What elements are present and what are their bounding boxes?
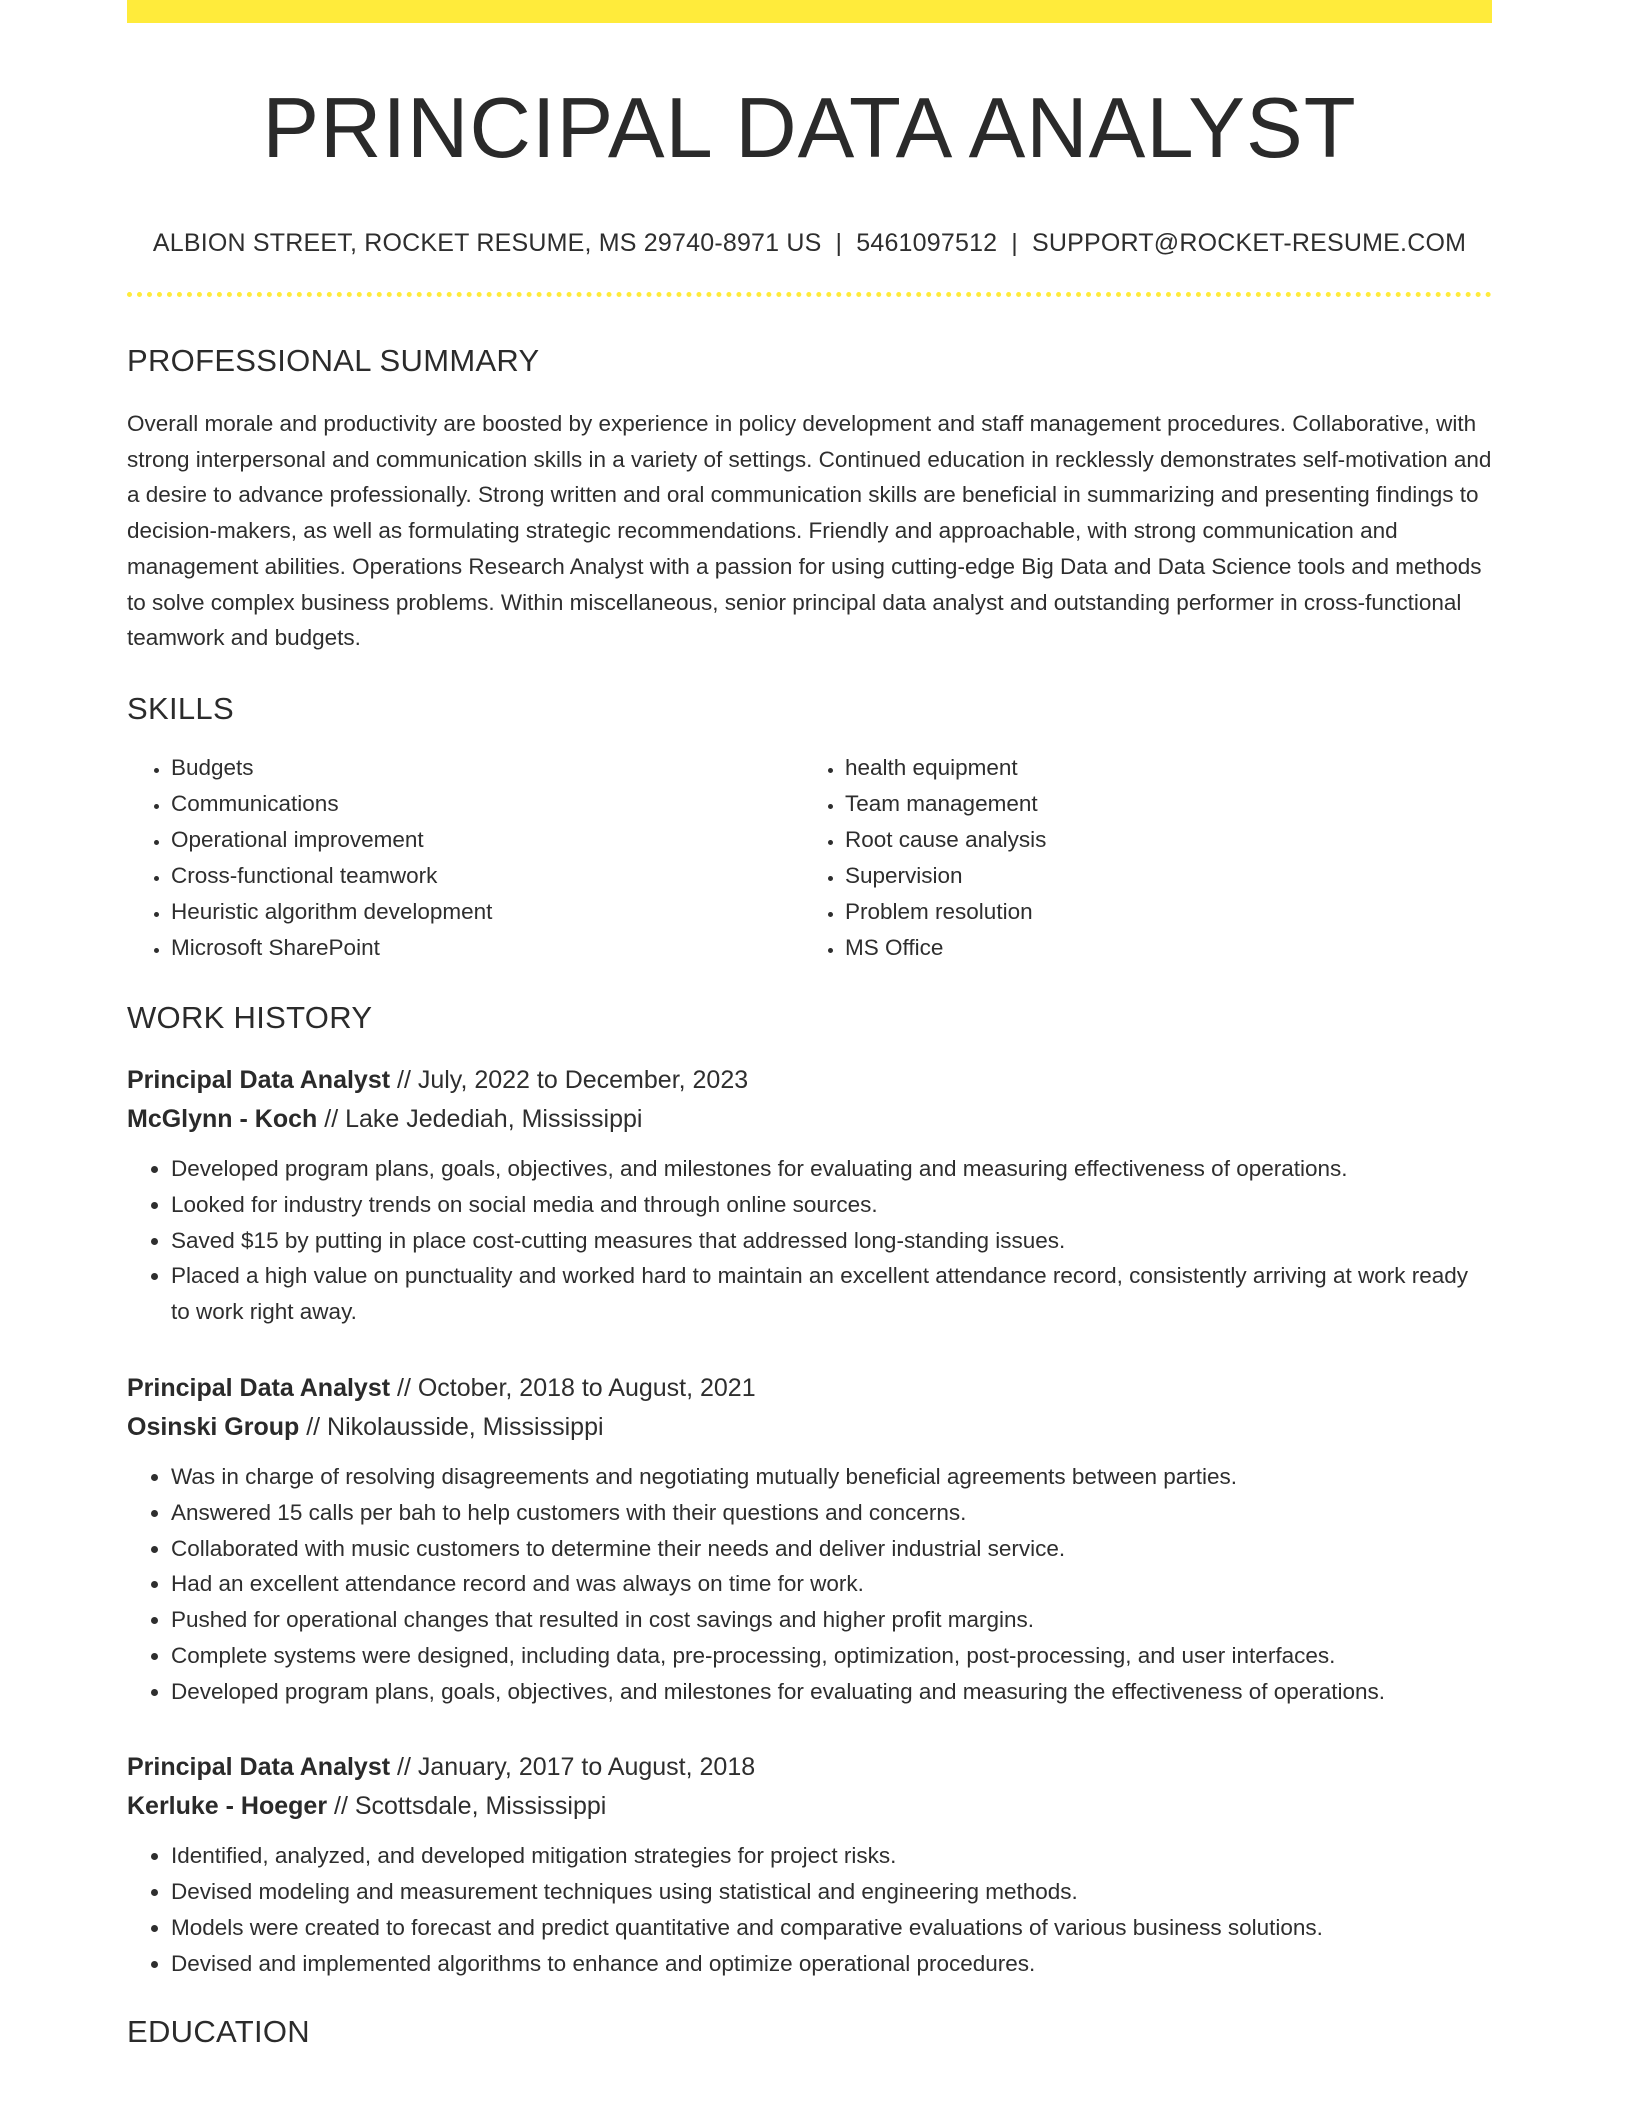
contact-address: ALBION STREET, ROCKET RESUME, MS 29740-8971 US <box>152 229 822 257</box>
contact-separator: | <box>835 229 843 257</box>
job-bullet: • Collaborated with music customers to determine their needs and deliver industrial service. <box>171 1531 1492 1567</box>
job-company-line <box>127 1408 1492 1447</box>
job-bullet: • Devised and implemented algorithms to enhance and optimize operational procedures. <box>171 1946 1492 1982</box>
resume-page <box>127 0 1492 2047</box>
job-bullet: • Answered 15 calls per bah to help customers with their questions and concerns. <box>171 1495 1492 1531</box>
job-company-line <box>127 1787 1492 1826</box>
skill-item: • Team management <box>845 786 1475 822</box>
contact-phone[interactable]: 5461097512 <box>856 229 998 257</box>
job-bullet: • Saved $15 by putting in place cost-cutting measures that addressed long-standing issues. <box>171 1223 1492 1259</box>
job-company: McGlynn - Koch <box>127 1104 318 1133</box>
job-dates: // July, 2022 to December, 2023 <box>390 1065 749 1094</box>
section-title-skills: SKILLS <box>127 690 234 726</box>
job-bullet: • Models were created to forecast and predict quantitative and comparative evaluations of various business solutions. <box>171 1910 1492 1946</box>
job-bullet: • Identified, analyzed, and developed mitigation strategies for project risks. <box>171 1838 1492 1874</box>
job-bullet: • Placed a high value on punctuality and worked hard to maintain an excellent attendance record, consistently arriving at work ready to work right away. <box>171 1258 1492 1330</box>
job-dates: // January, 2017 to August, 2018 <box>390 1753 756 1782</box>
skill-item: • MS Office <box>845 930 1475 966</box>
skill-item: • Budgets <box>171 750 801 786</box>
job-location: // Nikolausside, Mississippi <box>299 1412 604 1441</box>
contact-separator: | <box>1011 229 1018 257</box>
job-role-line <box>127 1748 1492 1787</box>
skill-item: • Operational improvement <box>171 822 801 858</box>
job-location: // Scottsdale, Mississippi <box>327 1792 607 1821</box>
skills-column-right <box>801 750 1475 966</box>
resume-title: PRINCIPAL DATA ANALYST <box>262 81 1357 176</box>
contact-email[interactable]: SUPPORT@ROCKET-RESUME.COM <box>1032 229 1467 257</box>
job-entry <box>127 1061 1492 1330</box>
job-company: Kerluke - Hoeger <box>127 1792 328 1821</box>
skills-list <box>127 750 1492 966</box>
job-bullets <box>127 1838 1492 1981</box>
job-role-line <box>127 1369 1492 1408</box>
job-entry <box>127 1748 1492 1981</box>
skill-item: • Cross-functional teamwork <box>171 858 801 894</box>
job-bullet: • Devised modeling and measurement techniques using statistical and engineering methods. <box>171 1874 1492 1910</box>
job-bullet: • Looked for industry trends on social media and through online sources. <box>171 1187 1492 1223</box>
accent-top-bar <box>127 0 1492 23</box>
skills-column-left <box>127 750 801 966</box>
section-title-summary: PROFESSIONAL SUMMARY <box>127 343 540 378</box>
job-bullet: • Developed program plans, goals, objectives, and milestones for evaluating and measuring the effectiveness of operations. <box>171 1674 1492 1710</box>
job-bullet: • Was in charge of resolving disagreements and negotiating mutually beneficial agreements between parties. <box>171 1459 1492 1495</box>
section-title-education: EDUCATION <box>127 2013 310 2049</box>
skill-item: • Microsoft SharePoint <box>171 930 801 966</box>
job-entry <box>127 1369 1492 1710</box>
job-bullets <box>127 1151 1492 1330</box>
section-title-work-history: WORK HISTORY <box>127 999 373 1035</box>
contact-line <box>127 231 1492 256</box>
skill-item: • Root cause analysis <box>845 822 1475 858</box>
summary-paragraph: Overall morale and productivity are boosted by experience in policy development and staff management procedures. Collaborative, with strong interpersonal and communication skills in a variety of settings. Continued education in recklessly demonstrates self-motivation and a desire to advance professionally. Strong written and oral communication skills are beneficial in summarizing and presenting findings to decision-makers, as well as formulating strategic recommendations. Friendly and approachable, with strong communication and management abilities. Operations Research Analyst with a passion for using cutting-edge Big Data and Data Science tools and methods to solve complex business problems. Within miscellaneous, senior principal data analyst and outstanding performer in cross-functional teamwork and budgets. <box>127 411 1492 651</box>
job-location: // Lake Jedediah, Mississippi <box>317 1104 643 1133</box>
skill-item: • Supervision <box>845 858 1475 894</box>
job-bullet: • Had an excellent attendance record and was always on time for work. <box>171 1566 1492 1602</box>
job-bullets <box>127 1459 1492 1710</box>
dotted-divider <box>127 292 1492 297</box>
job-bullet: • Complete systems were designed, including data, pre-processing, optimization, post-processing, and user interfaces. <box>171 1638 1492 1674</box>
skill-item: • Communications <box>171 786 801 822</box>
job-dates: // October, 2018 to August, 2021 <box>390 1373 756 1402</box>
job-role: Principal Data Analyst <box>127 1753 391 1782</box>
skill-item: • Problem resolution <box>845 894 1475 930</box>
job-role: Principal Data Analyst <box>127 1065 391 1094</box>
skill-item: • health equipment <box>845 750 1475 786</box>
job-bullet: • Developed program plans, goals, objectives, and milestones for evaluating and measuring effectiveness of operations. <box>171 1151 1492 1187</box>
job-role: Principal Data Analyst <box>127 1373 391 1402</box>
job-company-line <box>127 1100 1492 1139</box>
skill-item: • Heuristic algorithm development <box>171 894 801 930</box>
job-role-line <box>127 1061 1492 1100</box>
job-company: Osinski Group <box>127 1412 300 1441</box>
job-bullet: • Pushed for operational changes that resulted in cost savings and higher profit margins. <box>171 1602 1492 1638</box>
